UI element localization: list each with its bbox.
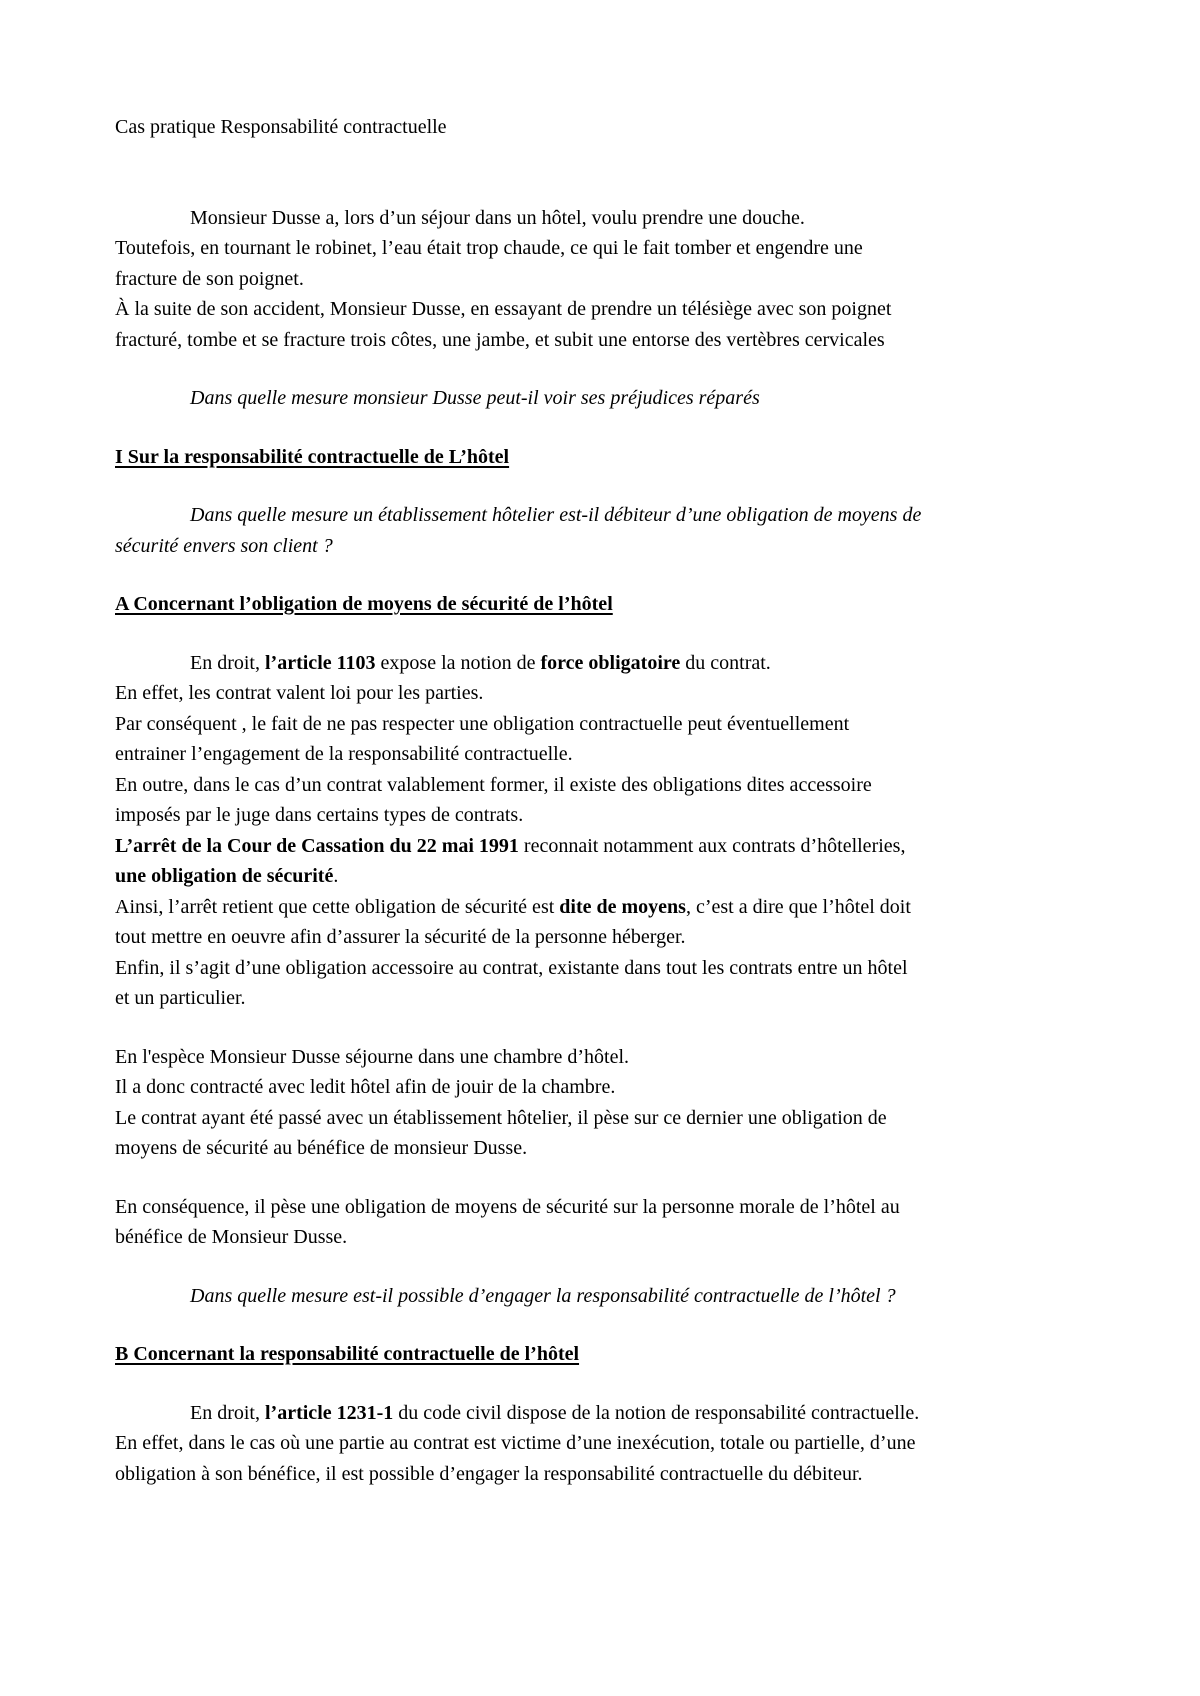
section-a-question: Dans quelle mesure est-il possible d’engager la responsabilité contractuelle de l’hôtel ?	[190, 1284, 896, 1307]
paragraph-line: Enfin, il s’agit d’une obligation accessoire au contrat, existante dans tout les contrats entre un hôtel	[115, 956, 908, 979]
intro-line: Toutefois, en tournant le robinet, l’eau était trop chaude, ce qui le fait tomber et engendre une	[115, 237, 863, 259]
obligation-securite-term: une obligation de sécurité	[115, 865, 334, 887]
paragraph-line: En effet, les contrat valent loi pour les parties.	[115, 682, 484, 704]
intro-line: À la suite de son accident, Monsieur Dusse, en essayant de prendre un télésiège avec son poignet	[115, 298, 892, 320]
paragraph-line: En outre, dans le cas d’un contrat valablement former, il existe des obligations dites accessoire	[115, 773, 872, 796]
text-span: Ainsi, l’arrêt retient que cette obligation de sécurité est	[115, 895, 560, 918]
paragraph-line: moyens de sécurité au bénéfice de monsieur Dusse.	[115, 1137, 528, 1159]
paragraph-line	[115, 831, 1115, 862]
intro-line: Monsieur Dusse a, lors d’un séjour dans un hôtel, voulu prendre une douche.	[190, 206, 805, 229]
section-1-question	[115, 500, 1115, 561]
text-span: , c’est a dire que l’hôtel doit	[685, 895, 911, 918]
paragraph-line: bénéfice de Monsieur Dusse.	[115, 1226, 348, 1248]
text-span: reconnait notamment aux contrats d’hôtelleries,	[518, 834, 906, 857]
force-obligatoire-term: force obligatoire	[540, 651, 681, 674]
text-span: du code civil dispose de la notion de responsabilité contractuelle.	[393, 1401, 920, 1424]
article-1231-1-ref: l’article 1231-1	[265, 1401, 394, 1424]
arret-reference: L’arrêt de la Cour de Cassation du 22 mai 1991	[115, 834, 519, 857]
paragraph-line: En conséquence, il pèse une obligation de moyens de sécurité sur la personne morale de l’hôtel au	[115, 1195, 900, 1218]
intro-line: fracture de son poignet.	[115, 267, 304, 290]
article-1103-ref: l’article 1103	[265, 651, 376, 674]
section-b-heading: B Concernant la responsabilité contractuelle de l’hôtel	[115, 1343, 580, 1365]
paragraph-line	[115, 1398, 1115, 1429]
question-line: sécurité envers son client ?	[115, 534, 333, 557]
paragraph-line: En l'espèce Monsieur Dusse séjourne dans une chambre d’hôtel.	[115, 1045, 630, 1068]
intro-line: fracturé, tombe et se fracture trois côtes, une jambe, et subit une entorse des vertèbres cervicales	[115, 328, 885, 351]
intro-paragraph	[115, 203, 1115, 356]
paragraph-line: Par conséquent , le fait de ne pas respecter une obligation contractuelle peut éventuellement	[115, 712, 850, 735]
paragraph-line: imposés par le juge dans certains types de contrats.	[115, 804, 524, 826]
section-a-heading: A Concernant l’obligation de moyens de sécurité de l’hôtel	[115, 593, 613, 615]
text-span: .	[333, 865, 339, 887]
section-a-espece-paragraph	[115, 1042, 1115, 1164]
paragraph-line	[115, 648, 1115, 679]
paragraph-line	[115, 892, 1115, 923]
paragraph-line: entrainer l’engagement de la responsabilité contractuelle.	[115, 743, 573, 765]
document-title: Cas pratique Responsabilité contractuelle	[115, 116, 447, 138]
question-line: Dans quelle mesure un établissement hôtelier est-il débiteur d’une obligation de moyens de	[190, 504, 922, 526]
document-body	[115, 112, 1115, 1489]
paragraph-line: En effet, dans le cas où une partie au contrat est victime d’une inexécution, totale ou partielle, d’une	[115, 1432, 916, 1454]
section-b-law-paragraph	[115, 1398, 1115, 1490]
section-1-heading: I Sur la responsabilité contractuelle de L’hôtel	[115, 445, 510, 468]
text-span: expose la notion de	[375, 651, 541, 674]
text-span: En droit,	[190, 1401, 265, 1424]
text-span: du contrat.	[680, 651, 771, 674]
section-a-consequence-paragraph	[115, 1192, 1115, 1253]
paragraph-line: tout mettre en oeuvre afin d’assurer la sécurité de la personne héberger.	[115, 926, 686, 948]
paragraph-line: Le contrat ayant été passé avec un établissement hôtelier, il pèse sur ce dernier une obligation de	[115, 1106, 887, 1129]
paragraph-line: Il a donc contracté avec ledit hôtel afin de jouir de la chambre.	[115, 1076, 616, 1098]
paragraph-line: obligation à son bénéfice, il est possible d’engager la responsabilité contractuelle du débiteur.	[115, 1462, 863, 1485]
text-span: En droit,	[190, 651, 265, 674]
dite-de-moyens-term: dite de moyens	[559, 895, 686, 918]
paragraph-line	[115, 861, 1115, 892]
problem-statement: Dans quelle mesure monsieur Dusse peut-il voir ses préjudices réparés	[190, 387, 760, 409]
section-a-law-paragraph	[115, 648, 1115, 1014]
paragraph-line: et un particulier.	[115, 987, 246, 1009]
